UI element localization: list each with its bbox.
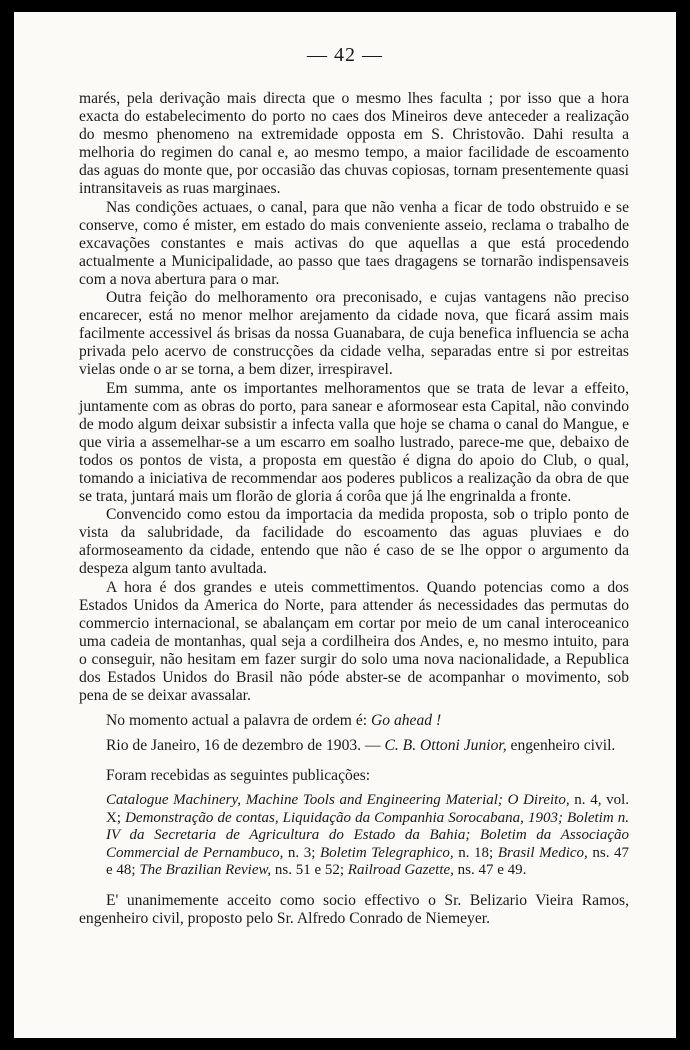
dateline-role: engenheiro civil. [510,737,616,755]
dateline-text: Rio de Janeiro, 16 de dezembro de 1903. — [106,737,381,755]
paragraph-3: Outra feição do melhoramento ora preconisado, e cujas vantagens não preciso encarecer, está no menor melhor arejamento da cidade nova, que ficará assim mais facilmente accessivel ás brisas da nossa Guanabara, de cuja benefica influencia se acha privada pelo acervo de construcções da cidade velha, separadas entre si por estreitas vielas onde o ar se torna, a bem dizer, irrespiravel. [79,289,629,379]
publication-railroad-gazette: Railroad Gazette, [347,862,454,879]
publication-issue: n. 18; [458,844,494,861]
document-page [14,12,676,1038]
paragraph-1: marés, pela derivação mais directa que o mesmo lhes faculta ; por isso que a hora exacta do estabelecimento do porto no caes dos Mineiros deve anteceder a realização do mesmo phenomeno na extremidade opposta em S. Christovão. Dahi resulta a melhoria do regimen do canal e, ao mesmo tempo, a maior facilidade de escoamento das aguas do monte que, por occasião das chuvas copiosas, tornam presentemente quasi intransitaveis as ruas marginaes. [79,90,629,198]
motto-phrase: Go ahead ! [371,712,442,730]
paragraph-5: Convencido como estou da importacia da medida proposta, sob o triplo ponto de vista da salubridade, da facilidade do escoamento das aguas pluviaes e do aformoseamento da cidade, entendo que não é caso de se lhe oppor o argumento da despeza algum tanto avultada. [79,506,629,578]
publication-brasil-medico: Brasil Medico, [497,844,588,861]
publication-issue: ns. 47 e 49. [457,862,527,879]
motto-text: No momento actual a palavra de ordem é: [106,712,368,730]
paragraph-4: Em summa, ante os importantes melhoramentos que se trata de levar a effeito, juntamente com as obras do porto, para sanear e aformosear esta Capital, não convindo de modo algum deixar subsistir a infecta valla que hoje se chama o canal do Mangue, e que viria a assemelhar-se a um escarro em soalho lustrado, parece-me que, debaixo de todos os pontos de vista, a proposta em questão é digna do apoio do Club, o qual, tomando a iniciativa de recommendar aos poderes publicos a realização da obra de que se trata, juntará mais um florão de gloria á corôa que já lhe engrinalda a fronte. [79,379,629,506]
dateline [79,737,629,755]
paragraph-6: A hora é dos grandes e uteis commettimentos. Quando potencias como a dos Estados Unidos da America do Norte, para attender ás necessidades das permutas do commercio internacional, se abalançam em cortar por meio de um canal interoceanico uma cadeia de montanhas, qual seja a cordilheira dos Andes, e, no mesmo intuito, para o conseguir, não hesitam em fazer surgir do solo uma nova nacionalidade, a Republica dos Estados Unidos do Brasil não póde abster-se de acompanhar o movimento, sob pena de se deixar avassalar. [79,578,629,705]
publication-brazilian-review: The Brazilian Review, [139,862,272,879]
page-number: — 42 — [307,44,383,66]
paragraph-2: Nas condições actuaes, o canal, para que não venha a ficar de todo obstruido e se conserve, como é mister, em estado do mais conveniente asseio, reclama o trabalho de excavações constantes e mais activas do que aquellas a que está procedendo actualmente a Municipalidade, ao passo que taes dragagens se tornarão indispensaveis com a nova abertura para o mar. [79,198,629,288]
motto-line [79,712,629,730]
publications-intro: Foram recebidas as seguintes publicações: [106,767,371,785]
publication-boletins: Demonstração de contas, Liquidação da Companhia Sorocabana, 1903; Boletim n. IV da Secretaria de Agricultura do Estado da Bahia; Boletim da Associação Commercial de Pernambuco, [106,809,630,861]
dateline-author: C. B. Ottoni Junior, [384,737,507,755]
document-body [79,90,629,928]
publications-list [79,792,629,880]
publication-issue: n. 4, vol. X; [106,792,630,826]
closing-paragraph: E' unanimemente acceito como socio effectivo o Sr. Belizario Vieira Ramos, engenheiro civil, proposto pelo Sr. Alfredo Conrado de Niemeyer. [79,891,629,928]
publication-telegraphico: Boletim Telegraphico, [320,844,454,861]
publication-issue: ns. 47 e 48; [106,844,630,879]
publication-issue: ns. 51 e 52; [274,862,345,879]
publication-issue: n. 3; [287,844,316,861]
publication-catalogue: Catalogue Machinery, Machine Tools and Engineering Material; O Direito, [106,792,570,809]
